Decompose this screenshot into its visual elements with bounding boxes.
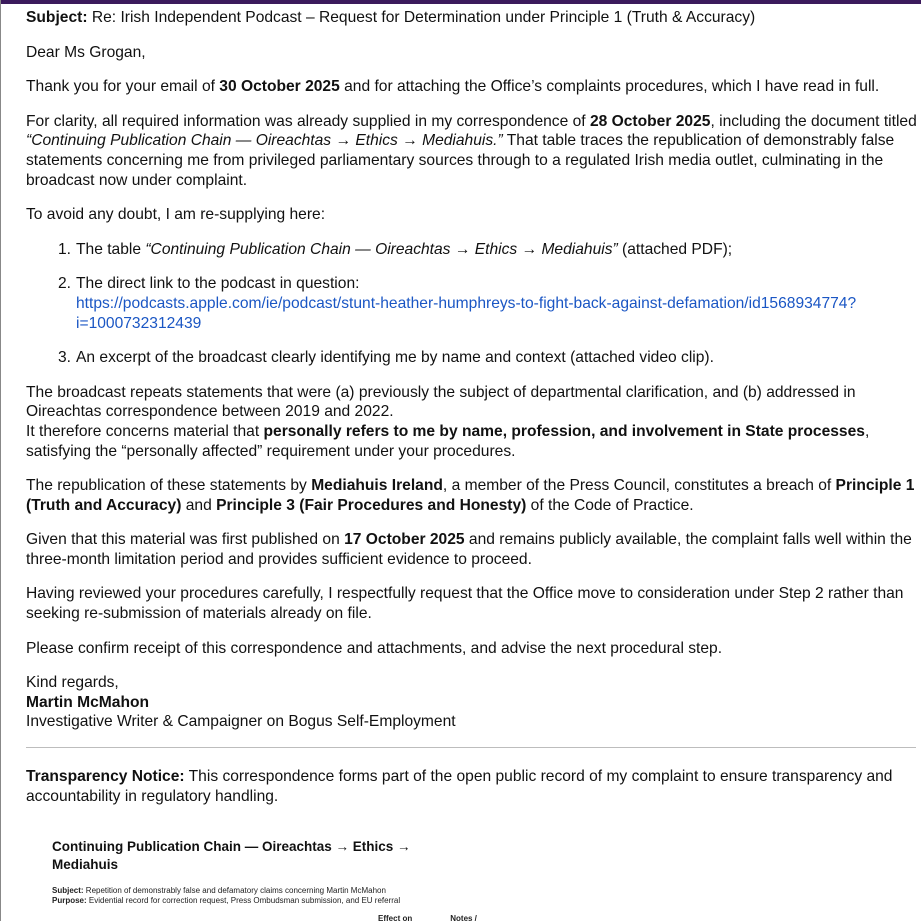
list-number: 1.: [58, 240, 72, 258]
p2-text-c: That table traces the republication of demonstrably false statements concerning me from privileged parliamentary sources through to a regulated Irish media outlet, culminating in the broadcast now under complaint.: [26, 132, 895, 189]
attachment-subject: [52, 886, 652, 896]
p5-text-a: The republication of these statements by: [26, 477, 312, 495]
attachment-purpose-label: Purpose:: [52, 895, 87, 905]
paragraph-request: Having reviewed your procedures carefully, I respectfully request that the Office move to consideration under Step 2 rather than seeking re-submission of materials already on file.: [26, 585, 904, 623]
attachment-column-header: Notes /: [450, 914, 477, 923]
podcast-link[interactable]: [76, 295, 856, 332]
attachment-preview[interactable]: [52, 838, 652, 923]
signoff-closing: Kind regards,: [26, 674, 119, 692]
email-body: [26, 8, 918, 732]
signoff-name: Martin McMahon: [26, 693, 150, 711]
p1-date: 30 October 2025: [219, 78, 340, 96]
p5-text-b: , a member of the Press Council, constitutes a breach of: [442, 477, 836, 495]
subject-text: Re: Irish Independent Podcast – Request for Determination under Principle 1 (Truth & Accuracy): [87, 9, 756, 26]
p5-text-c: and: [181, 496, 217, 514]
p6-text-a: Given that this material was first published on: [26, 531, 345, 549]
attachment-column-header: Effect on: [378, 914, 413, 923]
p4-text-b: It therefore concerns material that: [26, 422, 264, 440]
paragraph-broadcast: [26, 383, 918, 461]
notice-label: Transparency Notice:: [26, 768, 185, 785]
greeting: Dear Ms Grogan,: [26, 43, 146, 61]
p5-principle-3: Principle 3 (Fair Procedures and Honesty): [216, 496, 527, 514]
p2-document-title: “Continuing Publication Chain — Oireachtas → Ethics → Mediahuis.”: [26, 132, 503, 150]
paragraph-resupply: To avoid any doubt, I am re-supplying here:: [26, 206, 326, 224]
p1-text-b: and for attaching the Office’s complaints procedures, which I have read in full.: [339, 78, 880, 96]
paragraph-clarity: [26, 112, 918, 190]
attachment-table-headers: [378, 914, 515, 923]
attachment-meta: [52, 886, 652, 905]
p2-text-a: For clarity, all required information was already supplied in my correspondence of: [26, 112, 590, 130]
list-item-text: An excerpt of the broadcast clearly identifying me by name and context (attached video clip).: [76, 349, 714, 367]
list-item-text: The table: [76, 240, 146, 258]
p2-text-b: , including the document titled: [710, 112, 917, 130]
notice-text: This correspondence forms part of the open public record of my complaint to ensure transparency and accountability in regulatory handling.: [26, 768, 893, 805]
list-item-text: (attached PDF);: [617, 240, 733, 258]
subject-label: Subject:: [26, 9, 88, 26]
list-item-text: The direct link to the podcast in question:: [76, 275, 360, 293]
p4-text-a: The broadcast repeats statements that were (a) previously the subject of departmental clarification, and (b) addressed in Oireachtas correspondence between 2019 and 2022.: [26, 383, 856, 421]
podcast-link-line-2: i=1000732312439: [76, 314, 202, 332]
p4-bold: personally refers to me by name, profession, and involvement in State processes: [263, 422, 865, 440]
attachment-subject-text: Repetition of demonstrably false and defamatory claims concerning Martin McMahon: [83, 886, 386, 895]
signoff-role: Investigative Writer & Campaigner on Bogus Self-Employment: [26, 713, 456, 731]
resupplied-items-list: [26, 240, 918, 368]
signoff: [26, 673, 918, 732]
list-item: [26, 274, 918, 333]
paragraph-limitation: [26, 530, 918, 569]
p6-text-b: and remains publicly available, the complaint falls well within the three-month limitation period and provides sufficient evidence to proceed.: [26, 531, 912, 568]
list-number: 3.: [58, 349, 72, 367]
podcast-link-line-1: https://podcasts.apple.com/ie/podcast/stunt-heather-humphreys-to-fight-back-against-defamation/id1568934774?: [76, 294, 857, 312]
list-item-title: “Continuing Publication Chain — Oireachtas → Ethics → Mediahuis”: [145, 240, 618, 258]
p5-org: Mediahuis Ireland: [311, 477, 443, 495]
transparency-notice: [26, 767, 918, 806]
attachment-title-line-1: Continuing Publication Chain — Oireachtas → Ethics →: [52, 839, 411, 854]
attachment-subject-label: Subject:: [52, 886, 84, 895]
attachment-purpose: [52, 896, 652, 906]
p5-principle-1: Principle 1 (Truth and Accuracy): [26, 477, 915, 514]
paragraph-republication: [26, 476, 918, 515]
p5-text-d: of the Code of Practice.: [526, 496, 694, 514]
p2-date: 28 October 2025: [589, 112, 711, 130]
attachment-title: [52, 838, 652, 874]
list-item: [26, 240, 918, 260]
paragraph-confirm: Please confirm receipt of this correspondence and attachments, and advise the next procedural step.: [26, 639, 723, 657]
attachment-title-line-2: Mediahuis: [52, 857, 119, 872]
list-number: 2.: [58, 275, 72, 293]
attachment-purpose-text: Evidential record for correction request, Press Ombudsman submission, and EU referral: [86, 895, 401, 905]
list-item: [26, 348, 918, 368]
p1-text-a: Thank you for your email of: [26, 78, 220, 96]
divider: [26, 747, 916, 748]
p4-text-c: , satisfying the “personally affected” requirement under your procedures.: [26, 422, 870, 460]
window-top-bar: [0, 0, 921, 4]
p6-date: 17 October 2025: [344, 531, 465, 549]
left-border: [0, 0, 1, 921]
paragraph-thanks: [26, 77, 918, 97]
subject-line: [26, 8, 918, 28]
